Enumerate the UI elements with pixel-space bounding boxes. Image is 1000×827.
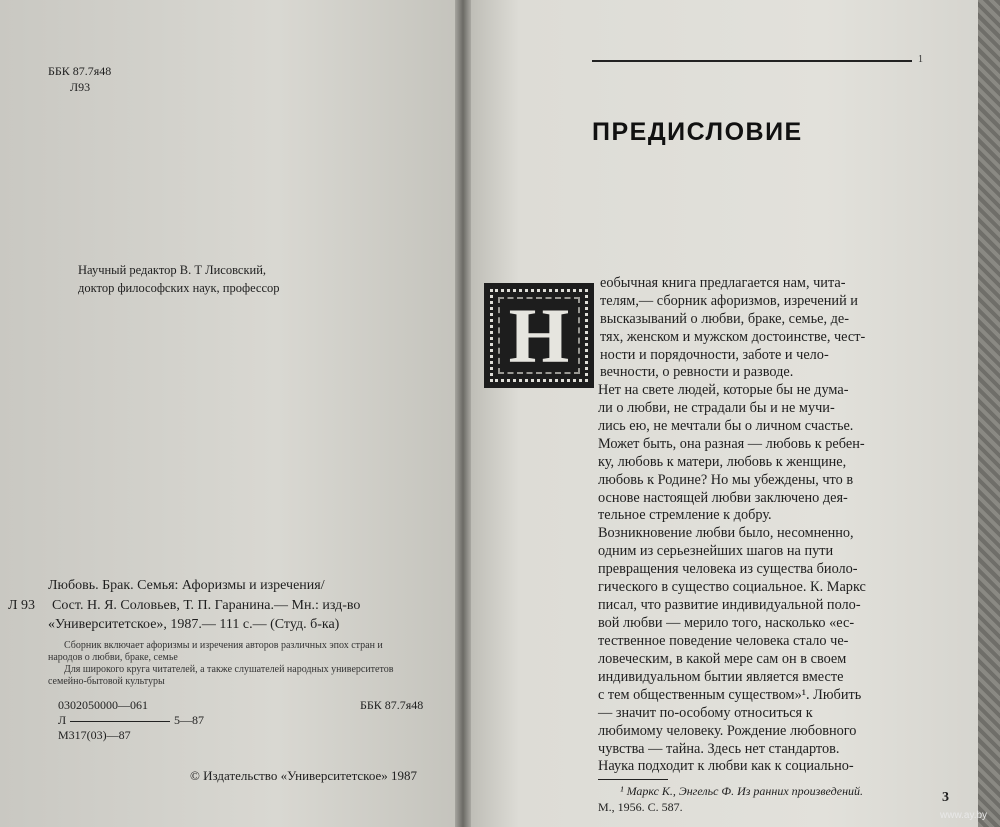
annotation-line-2: народов о любви, браке, семье — [48, 652, 178, 663]
footnote-line-1: ¹ Маркс К., Энгельс Ф. Из ранних произведений. — [620, 784, 864, 798]
annotation-line-4: семейно-бытовой культуры — [48, 676, 165, 687]
text-line-10: Может быть, она разная — любовь к ребен- — [598, 436, 865, 452]
text-line-3: высказываний о любви, браке, семье, де- — [600, 311, 849, 327]
text-line-28: Наука подходит к любви как к социально- — [598, 758, 854, 774]
editor-line-2: доктор философских наук, профессор — [78, 281, 280, 295]
text-line-11: ку, любовь к матери, любовь к женщине, — [598, 454, 847, 470]
book-gutter — [455, 0, 471, 827]
text-line-24: с тем общественным существом»¹. Любить — [598, 687, 862, 703]
text-line-5: ности и порядочности, заботе и чело- — [600, 347, 829, 363]
text-line-6: вечности, о ревности и разводе. — [600, 364, 794, 380]
text-line-16: одним из серьезнейших шагов на пути — [598, 543, 834, 559]
text-line-22: ловеческим, в какой мере сам он в своем — [598, 651, 847, 667]
text-line-19: писал, что развитие индивидуальной поло- — [598, 597, 861, 613]
code-divider — [70, 721, 170, 722]
watermark: www.ay.by — [940, 810, 988, 821]
code-number: 0302050000—061 — [58, 698, 148, 712]
text-line-23: индивидуальном бытии является вместе — [598, 669, 844, 685]
text-line-7: Нет на свете людей, которые бы не дума- — [598, 382, 849, 398]
code-m: М317(03)—87 — [58, 728, 131, 742]
bbk-bottom: ББК 87.7я48 — [360, 698, 424, 712]
text-line-18: гического в существо социальное. К. Маркс — [598, 579, 866, 595]
text-line-9: лись ею, не мечтали бы о личном счастье. — [598, 418, 854, 434]
editor-line-1: Научный редактор В. Т Лисовский, — [78, 263, 267, 277]
text-line-1: еобычная книга предлагается нам, чита- — [600, 275, 846, 291]
text-line-2: телям,— сборник афоризмов, изречений и — [600, 293, 858, 309]
text-line-14: тельное стремление к добру. — [598, 507, 772, 523]
catalog-code: Л 93 — [8, 598, 35, 613]
text-line-21: тественное поведение человека стало че- — [598, 633, 849, 649]
bbk-top: ББК 87.7я48 — [48, 64, 112, 78]
text-line-4: тях, женском и мужском достоинстве, чест- — [600, 329, 866, 345]
top-rule — [592, 60, 912, 62]
top-mark: 1 — [918, 54, 923, 65]
copyright: © Издательство «Университетское» 1987 — [190, 768, 418, 783]
text-line-26: любимому человеку. Рождение любовного — [598, 723, 857, 739]
text-line-12: любовь к Родине? Но мы убеждены, что в — [598, 472, 854, 488]
text-line-8: ли о любви, не страдали бы и не мучи- — [598, 400, 835, 416]
page-number: 3 — [942, 790, 949, 805]
code-letter: Л — [58, 713, 67, 727]
catalog-line-2: Сост. Н. Я. Соловьев, Т. П. Гаранина.— Мн.: изд-во — [52, 598, 361, 613]
text-line-25: — значит по-особому относиться к — [598, 705, 813, 721]
text-line-13: основе настоящей любви заключено дея- — [598, 490, 848, 506]
code-suffix: 5—87 — [174, 713, 204, 727]
dropcap-letter: Н — [508, 292, 570, 379]
footnote-rule — [598, 779, 668, 780]
text-line-27: чувства — тайна. Здесь нет стандартов. — [598, 741, 840, 757]
catalog-line-1: Любовь. Брак. Семья: Афоризмы и изречения/ — [48, 578, 325, 593]
section-title: ПРЕДИСЛОВИЕ — [592, 118, 803, 146]
text-line-15: Возникновение любви было, несомненно, — [598, 525, 854, 541]
catalog-line-3: «Университетское», 1987.— 111 с.— (Студ. б-ка) — [48, 617, 340, 632]
footnote-line-2: М., 1956. С. 587. — [598, 800, 683, 814]
cover-edge — [978, 0, 1000, 827]
annotation-line-3: Для широкого круга читателей, а также слушателей народных университетов — [64, 664, 394, 675]
text-line-20: вой любви — мерило того, насколько «ес- — [598, 615, 855, 631]
dropcap-ornament — [484, 283, 594, 388]
text-line-17: превращения человека из существа биоло- — [598, 561, 858, 577]
code-top: Л93 — [70, 80, 91, 94]
annotation-line-1: Сборник включает афоризмы и изречения авторов различных эпох стран и — [64, 640, 383, 651]
